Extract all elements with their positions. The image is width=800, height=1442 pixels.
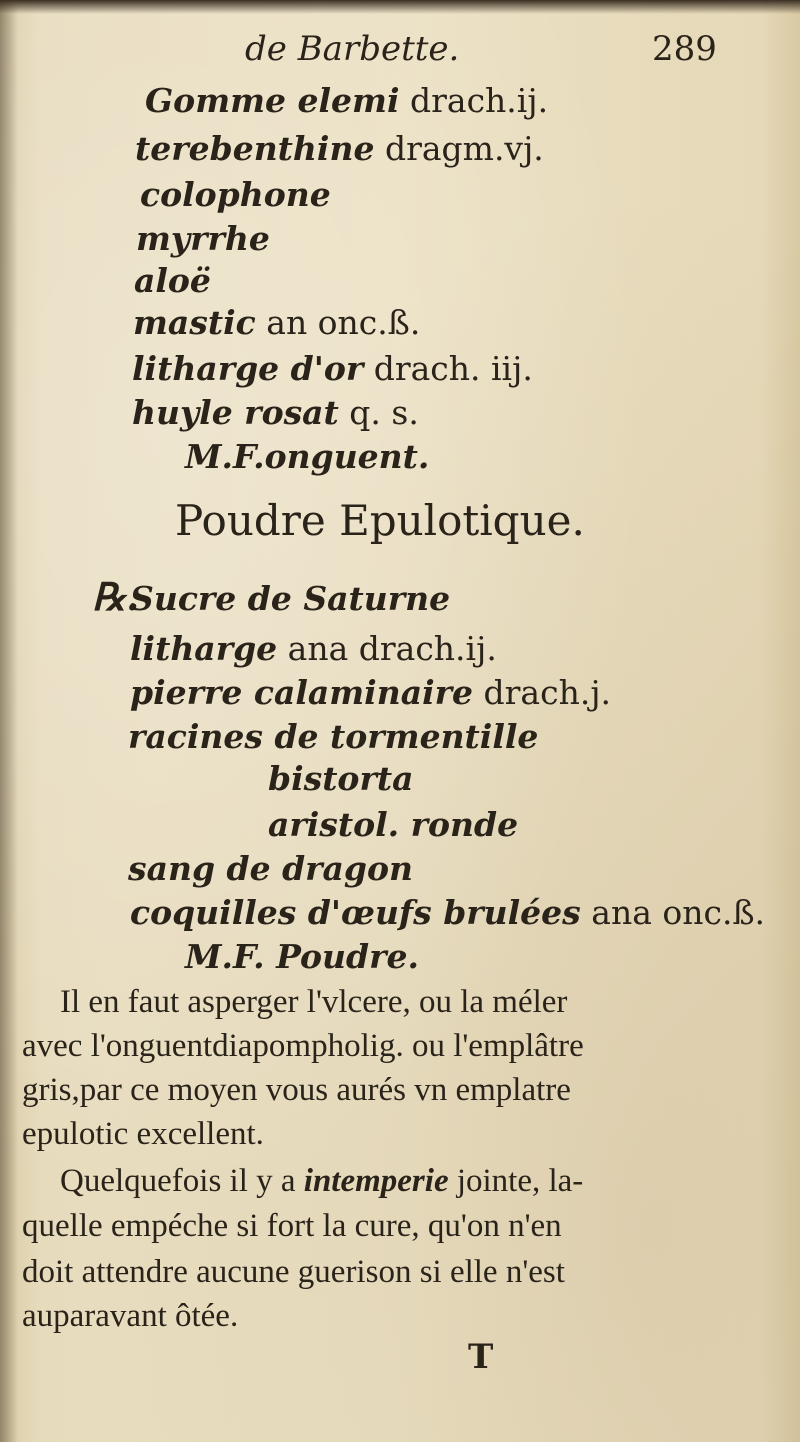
- recipe-line: [130, 893, 765, 932]
- body-text: Quelquefois il y a: [60, 1163, 304, 1199]
- body-text-line: gris,par ce moyen vous aurés vn emplatre: [22, 1072, 571, 1108]
- drug-name: racines de tormentille: [128, 717, 539, 756]
- recipe-line: [128, 717, 539, 756]
- page-gutter-shadow: [0, 0, 18, 1442]
- drug-name: coquilles d'œufs brulées: [130, 893, 581, 932]
- body-text-line: epulotic excellent.: [22, 1116, 264, 1152]
- recipe-line: [268, 805, 519, 844]
- recipe-line: [268, 759, 414, 798]
- drug-dose: drach. iij.: [373, 349, 533, 388]
- recipe-closing: M.F. Poudre.: [185, 937, 419, 976]
- drug-dose: dragm.vj.: [384, 129, 544, 168]
- body-text-line: quelle empéche si fort la cure, qu'on n'en: [22, 1208, 562, 1244]
- drug-name: huyle rosat: [132, 393, 339, 432]
- recipe-line: [136, 219, 270, 258]
- drug-dose: an onc.ß.: [266, 303, 421, 342]
- drug-name: terebenthine: [135, 129, 375, 168]
- recipe-line: [128, 849, 413, 888]
- drug-name: Sucre de Saturne: [130, 579, 451, 618]
- recipe-line: [145, 81, 549, 120]
- drug-name: colophone: [140, 175, 331, 214]
- drug-name: mastic: [133, 303, 256, 342]
- body-text-line: avec l'onguentdiapompholig. ou l'emplâtre: [22, 1028, 584, 1064]
- drug-name: myrrhe: [136, 219, 270, 258]
- body-text: jointe, la-: [448, 1163, 584, 1199]
- body-text-line: auparavant ôtée.: [22, 1298, 239, 1334]
- section-title: Poudre Epulotique.: [175, 496, 585, 545]
- running-title: de Barbette.: [245, 29, 460, 69]
- body-text-line: [60, 1165, 583, 1198]
- drug-name: litharge: [130, 629, 278, 668]
- recipe-symbol: ℞.: [92, 574, 140, 619]
- drug-name: aloë: [134, 261, 211, 300]
- recipe-line: [135, 129, 544, 168]
- recipe-line: [130, 579, 451, 618]
- drug-dose: q. s.: [349, 393, 419, 432]
- recipe-line: [132, 393, 419, 432]
- drug-name: litharge d'or: [132, 349, 364, 388]
- body-text-line: doit attendre aucune guerison si elle n'est: [22, 1254, 565, 1290]
- page-top-edge-shadow: [0, 0, 800, 14]
- drug-dose: drach.ij.: [410, 81, 549, 120]
- recipe-closing: M.F.onguent.: [185, 437, 430, 476]
- drug-dose: drach.j.: [483, 673, 612, 712]
- recipe-line: [140, 175, 331, 214]
- recipe-line: [132, 349, 533, 388]
- body-text-line: Il en faut asperger l'vlcere, ou la méler: [60, 984, 568, 1020]
- drug-name: bistorta: [268, 759, 414, 798]
- emphasized-term: intemperie: [303, 1163, 449, 1199]
- drug-name: aristol. ronde: [268, 805, 519, 844]
- page-number: 289: [652, 29, 717, 69]
- recipe-line: [130, 629, 497, 668]
- drug-name: Gomme elemi: [145, 81, 400, 120]
- recipe-line: [130, 673, 612, 712]
- recipe-line: [134, 261, 211, 300]
- drug-dose: ana onc.ß.: [591, 893, 765, 932]
- recipe-line: [133, 303, 421, 342]
- drug-dose: ana drach.ij.: [287, 629, 497, 668]
- signature-mark: T: [468, 1337, 494, 1377]
- drug-name: pierre calaminaire: [130, 673, 474, 712]
- drug-name: sang de dragon: [128, 849, 413, 888]
